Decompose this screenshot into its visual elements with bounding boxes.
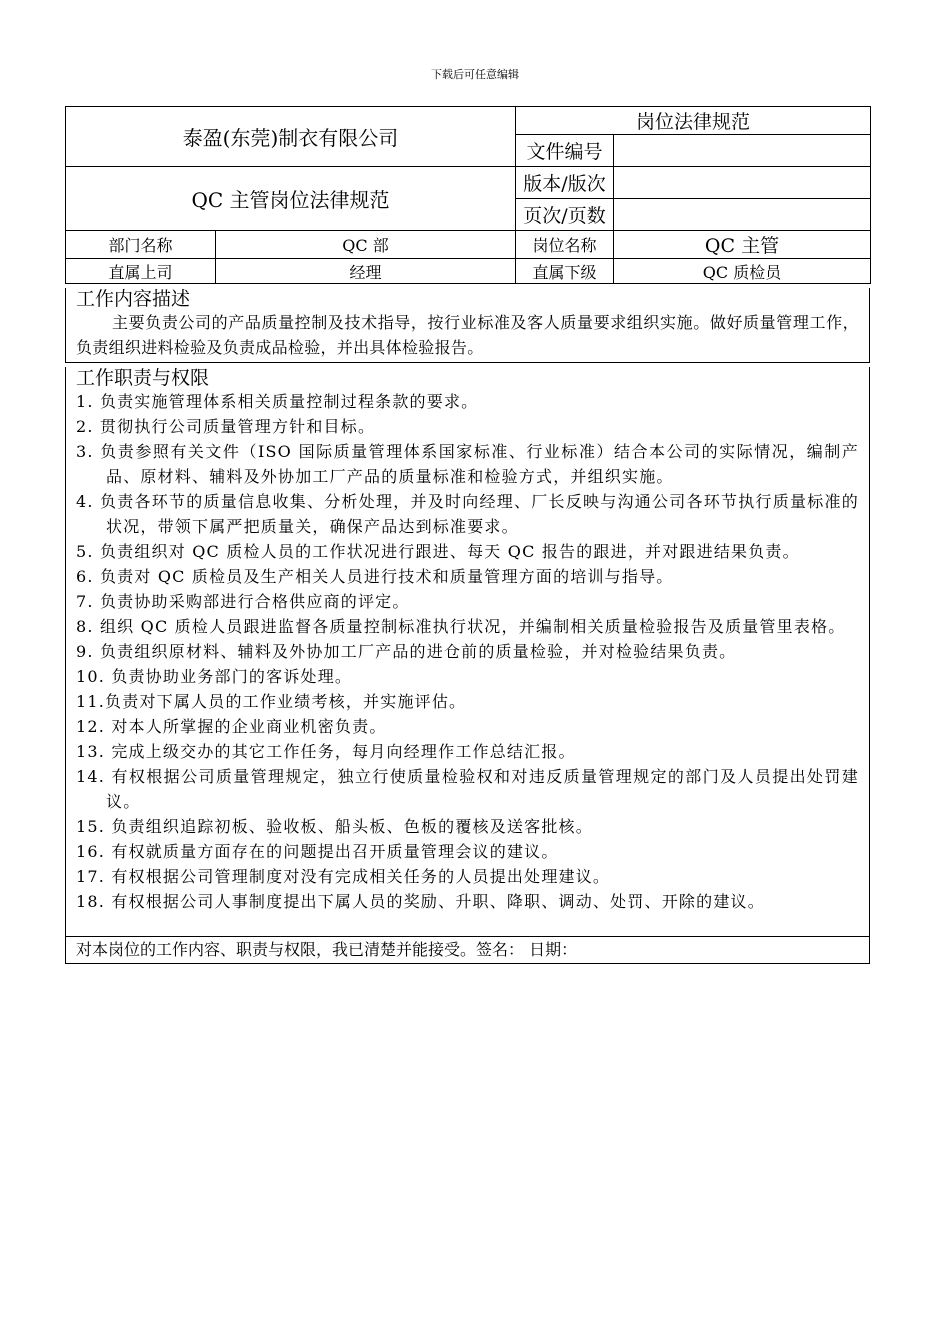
duties-list	[76, 389, 859, 914]
file-no-label: 文件编号	[516, 135, 614, 167]
duties-title: 工作职责与权限	[76, 367, 210, 389]
duty-item: 12. 对本人所掌握的企业商业机密负责。	[76, 717, 387, 736]
duty-item: 1. 负责实施管理体系相关质量控制过程条款的要求。	[76, 392, 479, 411]
page-label: 页次/页数	[516, 199, 614, 231]
duty-item: 11.负责对下属人员的工作业绩考核，并实施评估。	[76, 692, 467, 711]
duty-item: 6. 负责对 QC 质检员及生产相关人员进行技术和质量管理方面的培训与指导。	[76, 567, 674, 586]
duty-item: 8. 组织 QC 质检人员跟进监督各质量控制标准执行状况，并编制相关质量检验报告及质量管里表格。	[76, 617, 846, 636]
duty-item: 2. 贯彻执行公司质量管理方针和目标。	[76, 417, 376, 436]
duty-item: 5. 负责组织对 QC 质检人员的工作状况进行跟进、每天 QC 报告的跟进，并对跟进结果负责。	[76, 542, 800, 561]
post-value: QC 主管	[614, 231, 871, 259]
duty-item: 9. 负责组织原材料、辅料及外协加工厂产品的进仓前的质量检验，并对检验结果负责。	[76, 642, 737, 661]
top-note: 下载后可任意编辑	[431, 68, 519, 81]
duty-item: 15. 负责组织追踪初板、验收板、船头板、色板的覆核及送客批核。	[76, 817, 593, 836]
duty-item: 10. 负责协助业务部门的客诉处理。	[76, 667, 353, 686]
company-name: 泰盈(东莞)制衣有限公司	[66, 107, 516, 167]
duty-item: 17. 有权根据公司管理制度对没有完成相关任务的人员提出处理建议。	[76, 867, 611, 886]
dept-label: 部门名称	[66, 231, 216, 259]
duty-item: 4. 负责各环节的质量信息收集、分析处理，并及时向经理、厂长反映与沟通公司各环节执行质量标准的状况，带领下属严把质量关，确保产品达到标准要求。	[76, 492, 859, 536]
spec-title: 岗位法律规范	[516, 107, 871, 135]
subordinate-value: QC 质检员	[614, 259, 871, 284]
header-table	[65, 106, 871, 284]
acknowledgement-line: 对本岗位的工作内容、职责与权限，我已清楚并能接受。签名： 日期：	[65, 937, 870, 964]
job-spec-form	[65, 106, 870, 964]
duty-item: 16. 有权就质量方面存在的问题提出召开质量管理会议的建议。	[76, 842, 559, 861]
post-label: 岗位名称	[516, 231, 614, 259]
version-label: 版本/版次	[516, 167, 614, 199]
duty-item: 3. 负责参照有关文件（ISO 国际质量管理体系国家标准、行业标准）结合本公司的实际情况，编制产品、原材料、辅料及外协加工厂产品的质量标准和检验方式，并组织实施。	[76, 442, 859, 486]
work-description-section	[65, 288, 870, 363]
doc-title: QC 主管岗位法律规范	[66, 167, 516, 231]
work-description-text: 主要负责公司的产品质量控制及技术指导，按行业标准及客人质量要求组织实施。做好质量管理工作，负责组织进料检验及负责成品检验，并出具体检验报告。	[76, 313, 859, 357]
duty-item: 7. 负责协助采购部进行合格供应商的评定。	[76, 592, 410, 611]
page-value	[614, 199, 871, 231]
duty-item: 13. 完成上级交办的其它工作任务，每月向经理作工作总结汇报。	[76, 742, 576, 761]
work-description-title: 工作内容描述	[76, 288, 191, 310]
dept-value: QC 部	[216, 231, 516, 259]
duty-item: 18. 有权根据公司人事制度提出下属人员的奖励、升职、降职、调动、处罚、开除的建议。	[76, 892, 765, 911]
subordinate-label: 直属下级	[516, 259, 614, 284]
superior-value: 经理	[216, 259, 516, 284]
version-value	[614, 167, 871, 199]
file-no-value	[614, 135, 871, 167]
duty-item: 14. 有权根据公司质量管理规定，独立行使质量检验权和对违反质量管理规定的部门及人员提出处罚建议。	[76, 767, 859, 811]
duties-section	[65, 367, 870, 937]
superior-label: 直属上司	[66, 259, 216, 284]
